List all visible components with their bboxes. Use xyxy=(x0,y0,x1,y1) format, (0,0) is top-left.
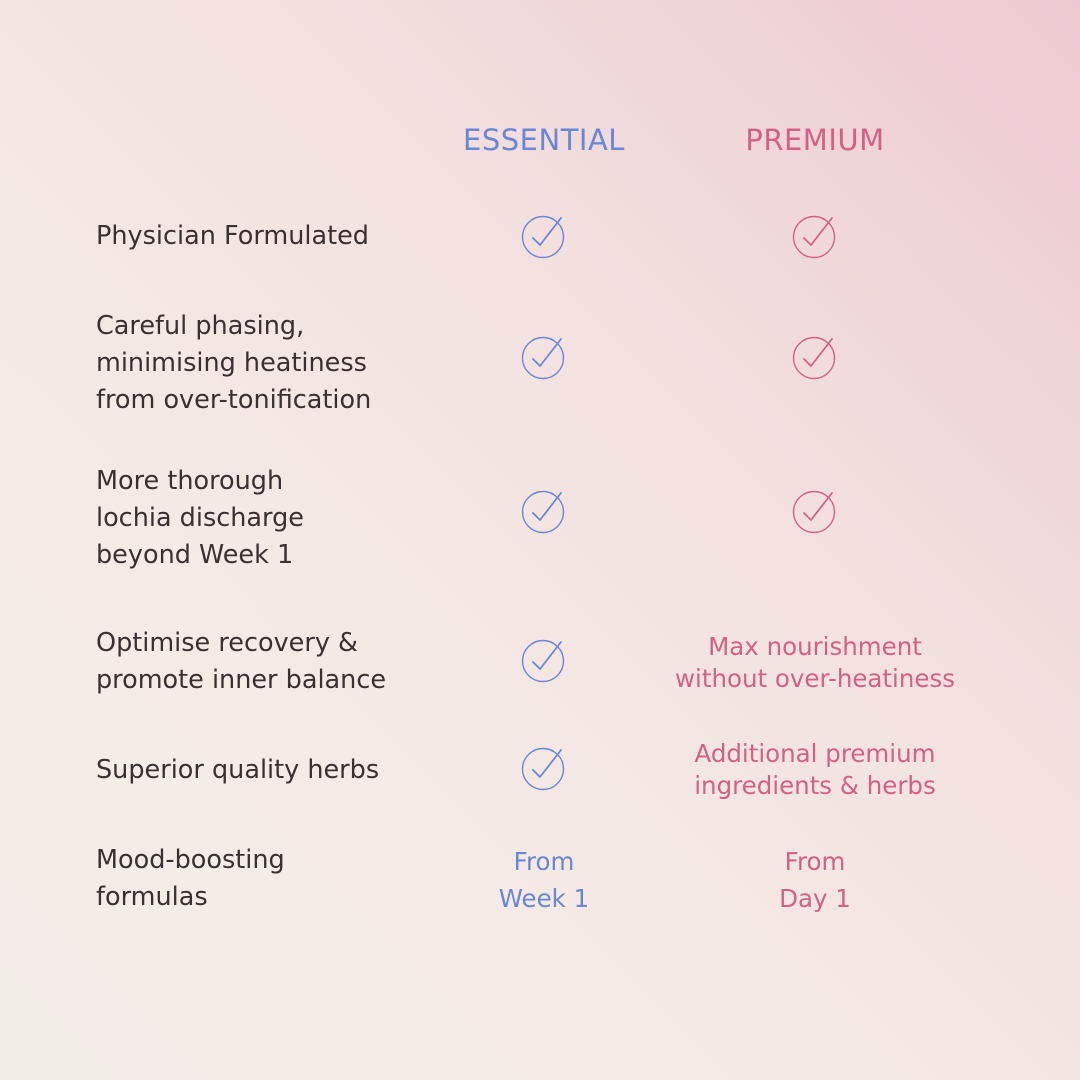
feature-line: Optimise recovery & xyxy=(96,628,358,658)
feature-label xyxy=(96,308,426,419)
feature-line: Mood-boosting xyxy=(96,845,285,875)
premium-note-line: Day 1 xyxy=(779,884,851,913)
feature-label xyxy=(96,463,426,574)
premium-note xyxy=(655,631,975,695)
feature-line: beyond Week 1 xyxy=(96,540,294,570)
feature-line: formulas xyxy=(96,882,208,912)
premium-note-line: ingredients & herbs xyxy=(694,771,936,800)
feature-line: from over-tonification xyxy=(96,385,372,415)
column-header-essential: ESSENTIAL xyxy=(463,123,625,157)
feature-label xyxy=(96,842,426,916)
premium-note-line: Additional premium xyxy=(694,739,936,768)
essential-note-line: From xyxy=(513,847,575,876)
premium-note-line: without over-heatiness xyxy=(675,664,955,693)
check-icon xyxy=(520,638,566,684)
essential-note-line: Week 1 xyxy=(498,884,590,913)
premium-note-line: Max nourishment xyxy=(708,632,922,661)
check-icon xyxy=(520,489,566,535)
check-icon xyxy=(791,214,837,260)
check-icon xyxy=(791,489,837,535)
feature-label xyxy=(96,625,426,699)
check-icon xyxy=(520,335,566,381)
check-icon xyxy=(520,214,566,260)
feature-line: lochia discharge xyxy=(96,503,304,533)
check-icon xyxy=(791,335,837,381)
feature-label xyxy=(96,218,426,255)
column-header-premium: PREMIUM xyxy=(745,123,885,157)
feature-label xyxy=(96,752,426,789)
premium-note-line: From xyxy=(784,847,846,876)
feature-line: promote inner balance xyxy=(96,665,387,695)
feature-line: Careful phasing, xyxy=(96,311,305,341)
feature-line: More thorough xyxy=(96,466,284,496)
feature-line: Physician Formulated xyxy=(96,221,369,251)
premium-note xyxy=(655,843,975,917)
premium-note xyxy=(655,738,975,802)
check-icon xyxy=(520,746,566,792)
feature-line: Superior quality herbs xyxy=(96,755,380,785)
feature-line: minimising heatiness xyxy=(96,348,367,378)
